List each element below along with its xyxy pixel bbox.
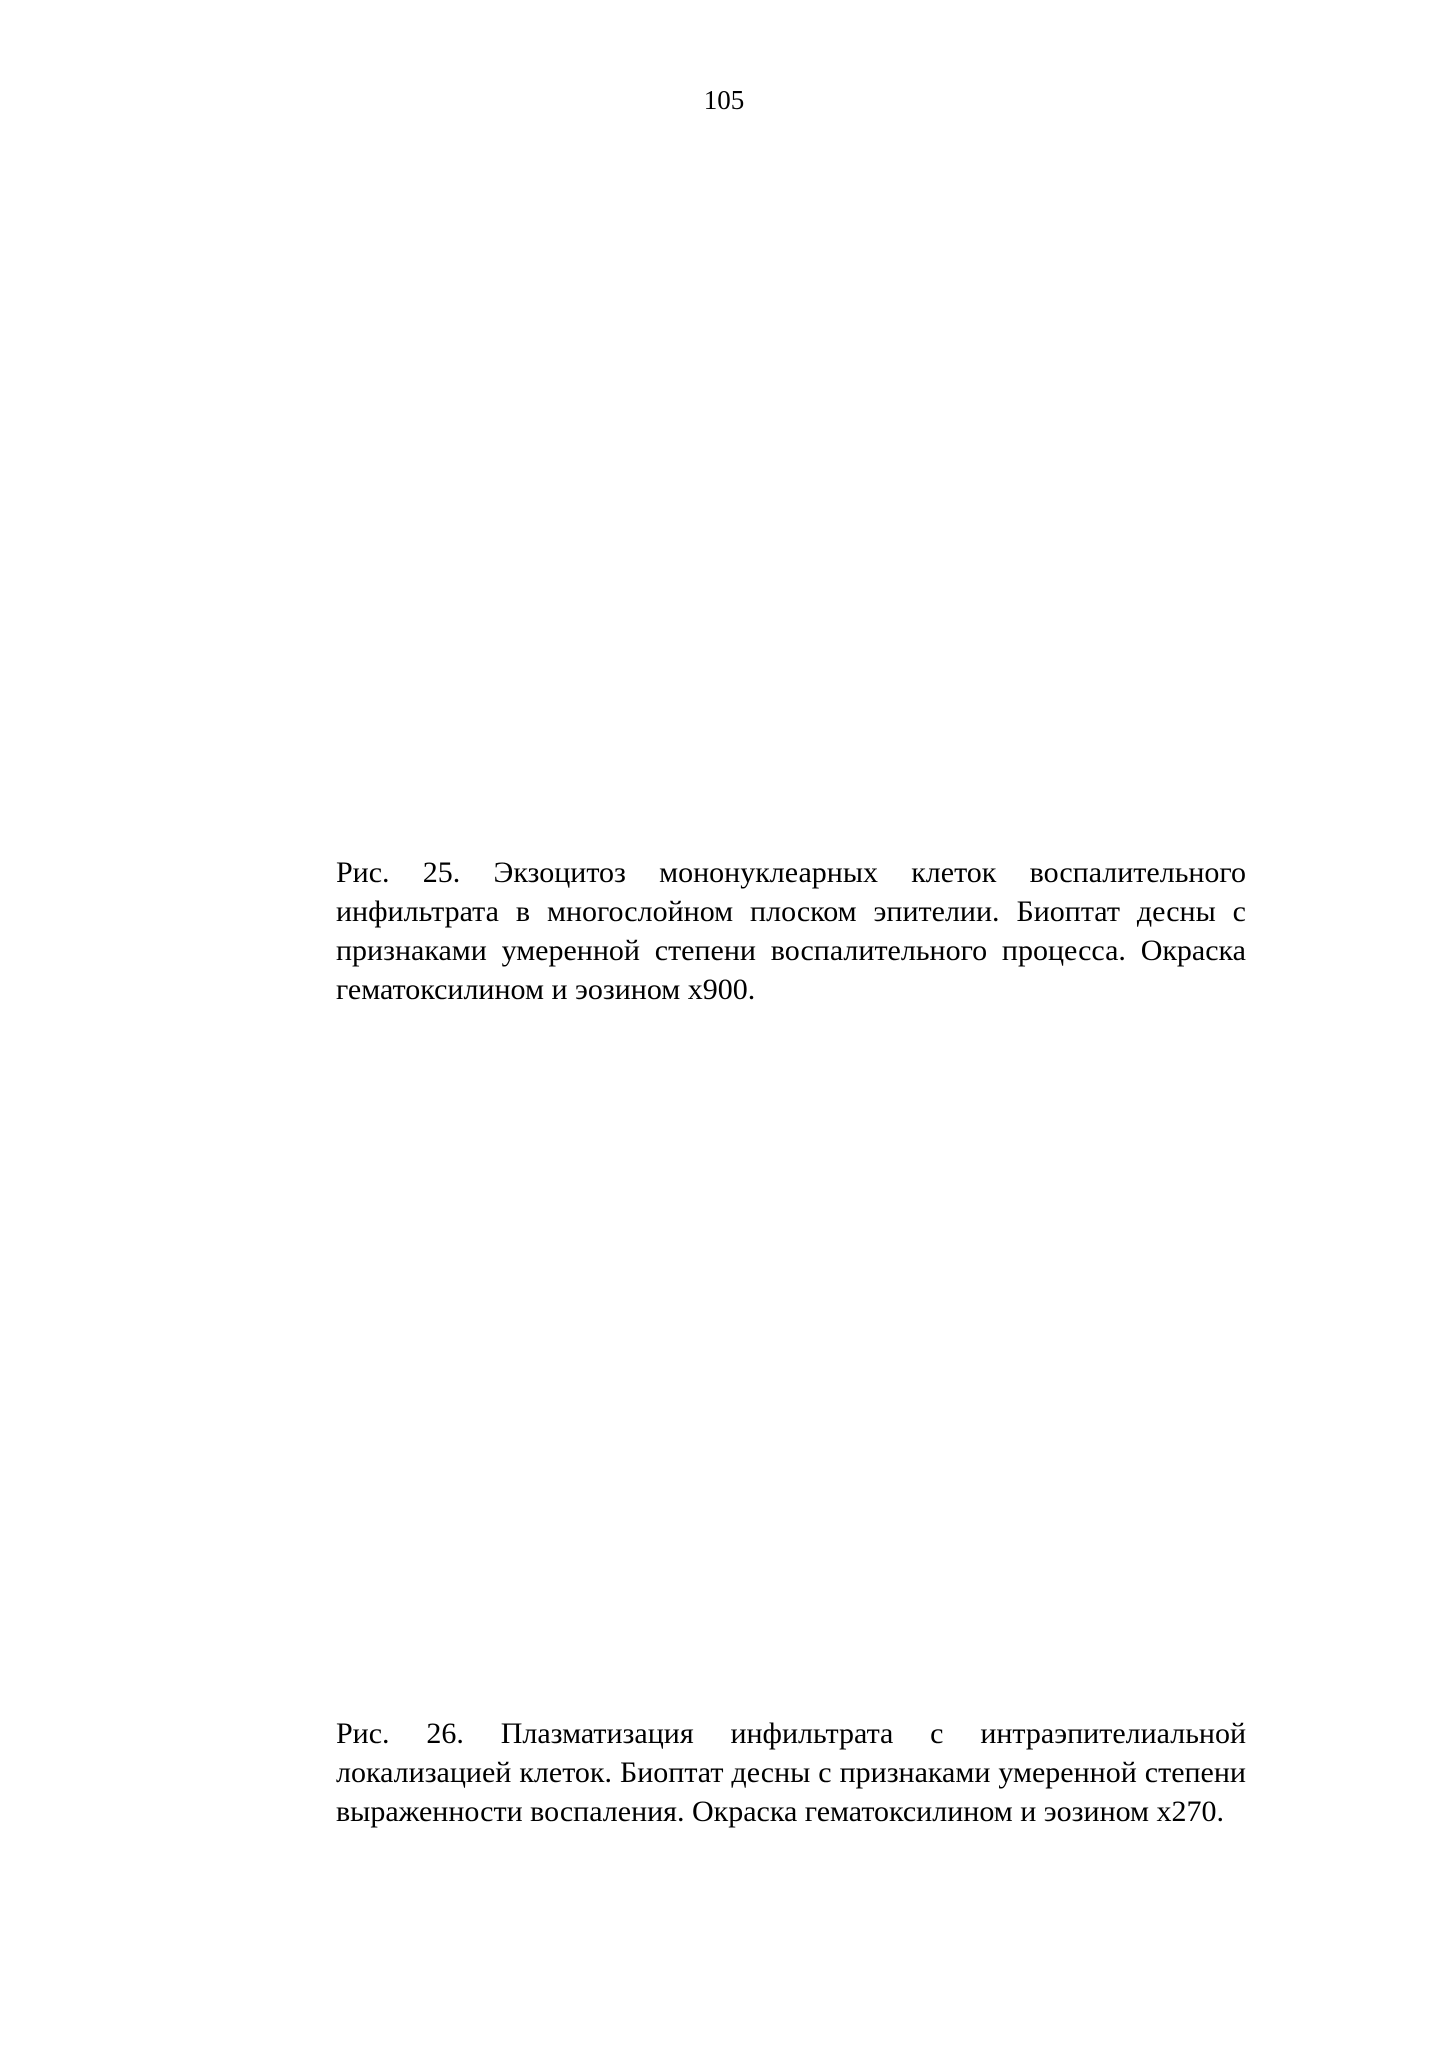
page-number: 105: [703, 85, 745, 115]
figure-26-caption: Рис. 26. Плазматизация инфильтрата с интраэпителиальной локализацией клеток. Биоптат десны с признаками умеренной степени выраженности воспаления. Окраска гематоксилином и эозином х270.: [336, 1717, 1246, 1828]
figure-26-image-area: [336, 1050, 1246, 1670]
figure-25-image-area: [336, 150, 1246, 810]
figure-25-caption: Рис. 25. Экзоцитоз мононуклеарных клеток воспалительного инфильтрата в многослойном плоском эпителии. Биоптат десны с признаками умеренной степени воспалительного процесса. Окраска гематоксилином и эозином х900.: [336, 856, 1246, 1006]
